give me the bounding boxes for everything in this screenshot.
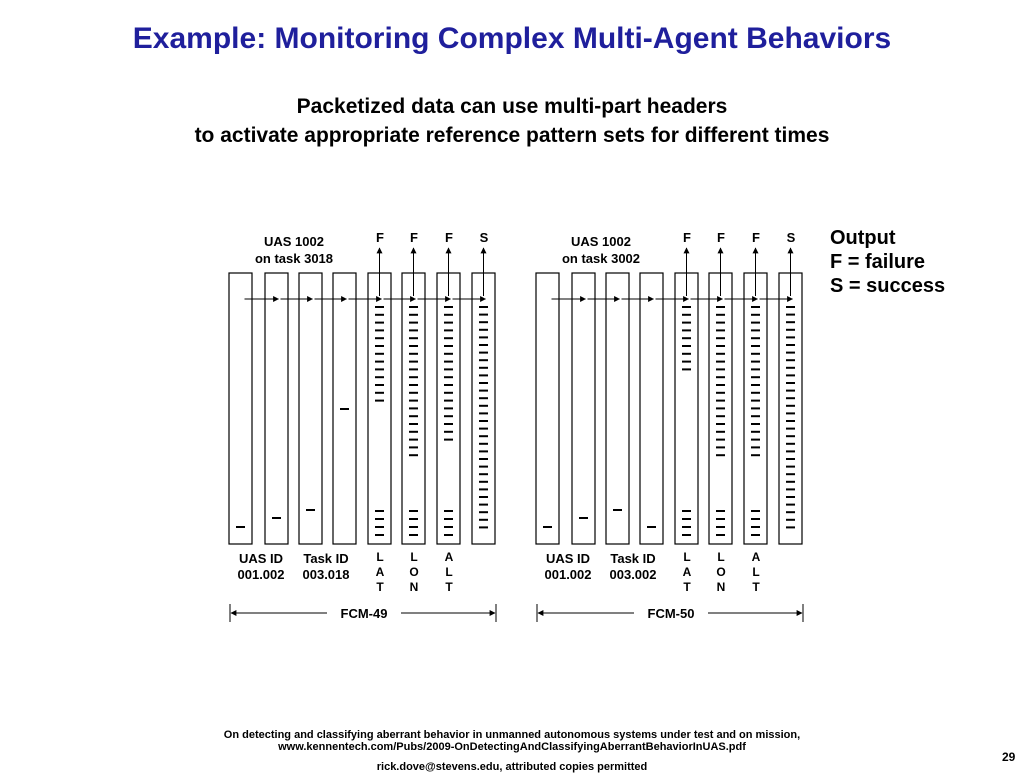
column-label: A [444,550,454,564]
column-label: N [716,580,726,594]
output-label: S [479,230,489,245]
uas-label-line-2: on task 3002 [561,251,641,266]
pattern-column-box [606,273,629,544]
column-label: L [717,550,725,564]
uas-label-line-1: UAS 1002 [571,234,631,249]
pattern-column-box [640,273,663,544]
column-label: O [716,565,726,579]
legend-failure: F = failure [830,251,926,273]
slide-title: Example: Monitoring Complex Multi-Agent Behaviors [132,22,892,55]
uas-label-line-1: UAS 1002 [264,234,324,249]
pattern-column-box [265,273,288,544]
column-label: L [445,565,453,579]
subtitle-line-2: to activate appropriate reference pattern sets for different times [194,124,830,147]
column-label: L [683,550,691,564]
legend-title: Output [830,227,896,249]
subtitle-line-1: Packetized data can use multi-part headers [296,95,728,118]
column-label: 001.002 [237,567,285,582]
fcm-panel-2 [536,230,803,622]
fcm-label: FCM-49 [340,606,388,621]
output-label: S [786,230,796,245]
fcm-label: FCM-50 [647,606,695,621]
fcm-panel-1 [229,230,496,622]
output-legend [830,226,945,298]
output-label: F [752,230,760,245]
footer-link[interactable]: www.kennentech.com/Pubs/2009-OnDetectingAndClassifyingAberrantBehaviorInUAS.pdf [278,741,746,753]
pattern-column-box [536,273,559,544]
pattern-column-box [572,273,595,544]
column-label: L [410,550,418,564]
output-label: F [445,230,453,245]
column-label: 003.002 [609,567,657,582]
output-label: F [376,230,384,245]
column-label: Task ID [303,551,349,566]
column-label: N [409,580,419,594]
pattern-column-box [229,273,252,544]
column-label: O [409,565,419,579]
column-label: 001.002 [544,567,592,582]
column-label: T [683,580,691,594]
column-label: 003.018 [302,567,350,582]
pattern-column-box [675,273,698,544]
legend-success: S = success [830,275,946,297]
footer-line-1: On detecting and classifying aberrant behavior in unmanned autonomous systems under test and on mission, [223,729,801,741]
column-label: UAS ID [545,551,591,566]
column-label: UAS ID [238,551,284,566]
uas-label-line-2: on task 3018 [254,251,334,266]
pattern-column-box [368,273,391,544]
column-label: T [445,580,453,594]
footer-email[interactable]: rick.dove@stevens.edu, attributed copies permitted [376,761,648,773]
column-label: T [376,580,384,594]
footer-citation [0,729,1024,773]
column-label: A [682,565,692,579]
column-label: Task ID [610,551,656,566]
column-label: L [752,565,760,579]
column-label: A [375,565,385,579]
column-label: L [376,550,384,564]
pattern-column-box [299,273,322,544]
output-label: F [410,230,418,245]
column-label: A [751,550,761,564]
page-number: 29 [1002,750,1016,764]
output-label: F [683,230,691,245]
column-label: T [752,580,760,594]
output-label: F [717,230,725,245]
